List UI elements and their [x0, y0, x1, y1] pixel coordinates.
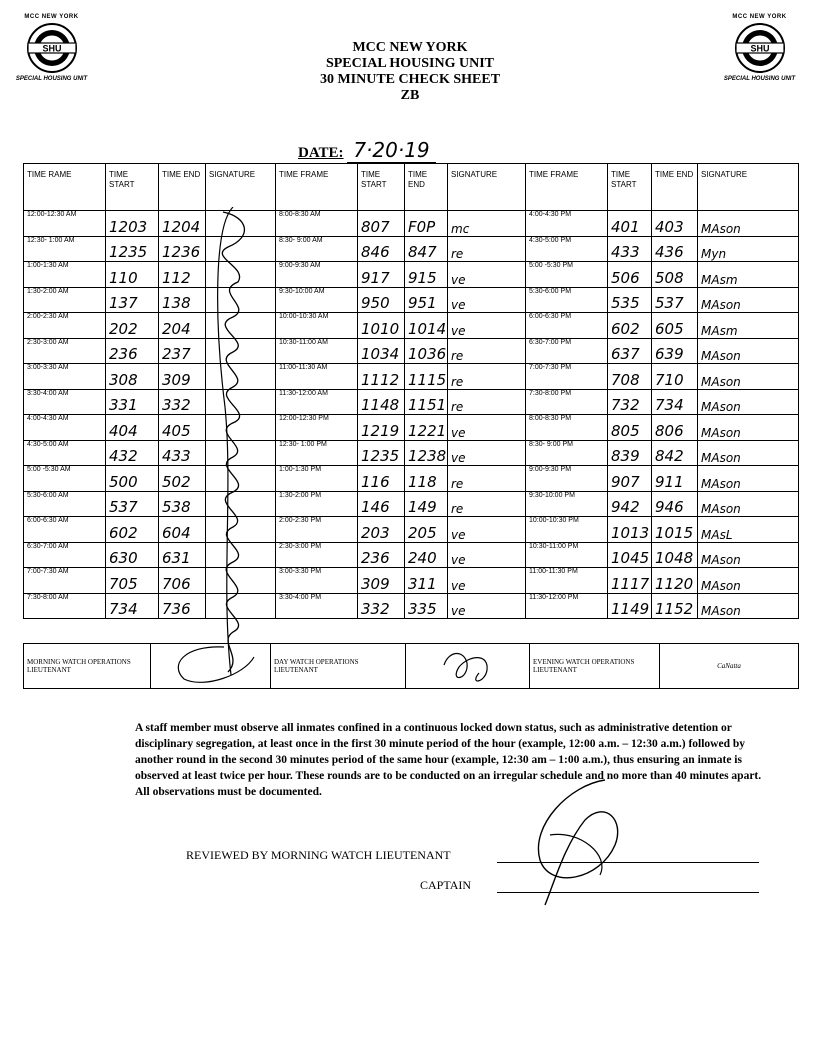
- signature-cell: MAsm: [698, 313, 799, 339]
- time-start-cell: 432: [106, 440, 159, 466]
- logo-bottom-text: SPECIAL HOUSING UNIT: [15, 76, 88, 82]
- time-start-cell: 807: [358, 211, 405, 237]
- time-end-cell: 706: [159, 568, 206, 594]
- time-frame-cell: 3:30-4:00 PM: [276, 593, 358, 619]
- header-line-3: 30 MINUTE CHECK SHEET: [319, 72, 501, 87]
- time-start-cell: 1112: [358, 364, 405, 390]
- time-frame-cell: 12:30- 1:00 PM: [276, 440, 358, 466]
- time-start-cell: 1149: [608, 593, 652, 619]
- time-end-cell: 1236: [159, 236, 206, 262]
- time-frame-cell: 5:00 -5:30 PM: [526, 262, 608, 288]
- time-start-cell: 535: [608, 287, 652, 313]
- time-frame-cell: 6:30-7:00 AM: [24, 542, 106, 568]
- time-end-cell: 915: [405, 262, 448, 288]
- time-start-cell: 602: [608, 313, 652, 339]
- time-start-cell: 202: [106, 313, 159, 339]
- signature-cell: MAson: [698, 466, 799, 492]
- table-row: [24, 491, 799, 517]
- signature-cell: re: [448, 236, 526, 262]
- time-end-cell: 205: [405, 517, 448, 543]
- time-end-cell: 538: [159, 491, 206, 517]
- time-start-cell: 309: [358, 568, 405, 594]
- col-header-end: TIME END: [405, 164, 448, 211]
- time-start-cell: 1203: [106, 211, 159, 237]
- time-end-cell: 1048: [652, 542, 698, 568]
- table-row: [24, 364, 799, 390]
- time-start-cell: 331: [106, 389, 159, 415]
- time-start-cell: 1013: [608, 517, 652, 543]
- col-header-end: TIME END: [159, 164, 206, 211]
- col-header-signature: SIGNATURE: [698, 164, 799, 211]
- signature-cell: [206, 364, 276, 390]
- time-end-cell: 605: [652, 313, 698, 339]
- time-start-cell: 236: [106, 338, 159, 364]
- table-row: [24, 517, 799, 543]
- time-end-cell: 204: [159, 313, 206, 339]
- time-start-cell: 1219: [358, 415, 405, 441]
- time-frame-cell: 1:30-2:00 PM: [276, 491, 358, 517]
- col-header-time-frame: TIME FRAME: [526, 164, 608, 211]
- col-header-start: TIME START: [358, 164, 405, 211]
- signature-cell: ve: [448, 542, 526, 568]
- time-end-cell: 951: [405, 287, 448, 313]
- time-frame-cell: 9:00-9:30 AM: [276, 262, 358, 288]
- time-end-cell: 502: [159, 466, 206, 492]
- signature-cell: [206, 389, 276, 415]
- col-header-time-frame: TIME RAME: [24, 164, 106, 211]
- time-frame-cell: 12:00-12:30 PM: [276, 415, 358, 441]
- time-start-cell: 637: [608, 338, 652, 364]
- signature-cell: [206, 440, 276, 466]
- time-end-cell: 1152: [652, 593, 698, 619]
- time-start-cell: 110: [106, 262, 159, 288]
- evening-lieutenant-label: EVENING WATCH OPERATIONS LIEUTENANT: [530, 644, 660, 689]
- time-end-cell: 1120: [652, 568, 698, 594]
- time-frame-cell: 4:30-5:00 AM: [24, 440, 106, 466]
- time-frame-cell: 2:30-3:00 AM: [24, 338, 106, 364]
- signature-cell: MAson: [698, 415, 799, 441]
- time-frame-cell: 12:30- 1:00 AM: [24, 236, 106, 262]
- time-frame-cell: 11:00-11:30 AM: [276, 364, 358, 390]
- time-end-cell: 1015: [652, 517, 698, 543]
- badge-icon: [26, 22, 78, 74]
- signature-cell: MAsL: [698, 517, 799, 543]
- time-frame-cell: 3:00-3:30 AM: [24, 364, 106, 390]
- time-end-cell: 537: [652, 287, 698, 313]
- time-end-cell: 335: [405, 593, 448, 619]
- time-start-cell: 1045: [608, 542, 652, 568]
- captain-signature-line: [497, 892, 759, 893]
- day-lieutenant-signature: [406, 644, 530, 689]
- table-row: [24, 593, 799, 619]
- table-row: [24, 415, 799, 441]
- time-end-cell: F0P: [405, 211, 448, 237]
- time-end-cell: 436: [652, 236, 698, 262]
- signature-cell: ve: [448, 440, 526, 466]
- time-end-cell: 405: [159, 415, 206, 441]
- time-end-cell: 237: [159, 338, 206, 364]
- time-start-cell: 404: [106, 415, 159, 441]
- time-start-cell: 401: [608, 211, 652, 237]
- signature-cell: ve: [448, 287, 526, 313]
- time-frame-cell: 11:30-12:00 PM: [526, 593, 608, 619]
- time-end-cell: 309: [159, 364, 206, 390]
- signature-cell: ve: [448, 415, 526, 441]
- check-sheet-table: [23, 163, 799, 619]
- time-end-cell: 842: [652, 440, 698, 466]
- time-frame-cell: 4:30-5:00 PM: [526, 236, 608, 262]
- logo-top-text: MCC NEW YORK: [732, 14, 787, 20]
- signature-cell: [206, 466, 276, 492]
- time-frame-cell: 9:00-9:30 PM: [526, 466, 608, 492]
- signature-cell: MAson: [698, 211, 799, 237]
- time-end-cell: 118: [405, 466, 448, 492]
- signature-cell: [206, 236, 276, 262]
- time-end-cell: 311: [405, 568, 448, 594]
- time-start-cell: 602: [106, 517, 159, 543]
- time-start-cell: 506: [608, 262, 652, 288]
- time-start-cell: 1235: [358, 440, 405, 466]
- logo-bottom-text: SPECIAL HOUSING UNIT: [723, 76, 796, 82]
- time-start-cell: 734: [106, 593, 159, 619]
- date-row: [298, 138, 436, 163]
- time-frame-cell: 3:30-4:00 AM: [24, 389, 106, 415]
- time-end-cell: 847: [405, 236, 448, 262]
- time-frame-cell: 10:00-10:30 PM: [526, 517, 608, 543]
- time-frame-cell: 1:00-1:30 PM: [276, 466, 358, 492]
- signature-cell: [206, 415, 276, 441]
- signature-cell: MAson: [698, 491, 799, 517]
- signature-cell: MAson: [698, 364, 799, 390]
- time-end-cell: 911: [652, 466, 698, 492]
- time-start-cell: 839: [608, 440, 652, 466]
- time-frame-cell: 1:00-1:30 AM: [24, 262, 106, 288]
- logo-badge-text: SHU: [41, 43, 62, 54]
- table-row: [24, 236, 799, 262]
- evening-lieutenant-signature: CaNatta: [660, 644, 799, 689]
- time-start-cell: 630: [106, 542, 159, 568]
- signature-cell: re: [448, 491, 526, 517]
- time-start-cell: 1148: [358, 389, 405, 415]
- header-line-1: MCC NEW YORK: [352, 40, 468, 55]
- morning-lieutenant-label: MORNING WATCH OPERATIONS LIEUTENANT: [24, 644, 151, 689]
- time-end-cell: 403: [652, 211, 698, 237]
- time-end-cell: 1036: [405, 338, 448, 364]
- col-header-end: TIME END: [652, 164, 698, 211]
- col-header-start: TIME START: [608, 164, 652, 211]
- time-end-cell: 1221: [405, 415, 448, 441]
- table-row: [24, 287, 799, 313]
- signature-cell: [206, 313, 276, 339]
- signature-scribble: [154, 645, 264, 685]
- signature-cell: mc: [448, 211, 526, 237]
- table-row: [24, 313, 799, 339]
- time-start-cell: 1034: [358, 338, 405, 364]
- signature-cell: MAson: [698, 338, 799, 364]
- time-frame-cell: 12:00-12:30 AM: [24, 211, 106, 237]
- time-frame-cell: 7:30-8:00 PM: [526, 389, 608, 415]
- table-row: [24, 262, 799, 288]
- signature-cell: [206, 287, 276, 313]
- time-frame-cell: 11:30-12:00 AM: [276, 389, 358, 415]
- time-end-cell: 433: [159, 440, 206, 466]
- signature-cell: [206, 262, 276, 288]
- reviewed-signature-line: [497, 862, 759, 863]
- time-frame-cell: 8:30- 9:00 PM: [526, 440, 608, 466]
- time-frame-cell: 11:00-11:30 PM: [526, 568, 608, 594]
- header-line-4: ZB: [400, 88, 420, 103]
- signature-cell: ve: [448, 517, 526, 543]
- signature-cell: MAson: [698, 440, 799, 466]
- time-frame-cell: 4:00-4:30 PM: [526, 211, 608, 237]
- col-header-signature: SIGNATURE: [448, 164, 526, 211]
- time-frame-cell: 6:00-6:30 PM: [526, 313, 608, 339]
- time-end-cell: 138: [159, 287, 206, 313]
- time-end-cell: 508: [652, 262, 698, 288]
- table-row: [24, 568, 799, 594]
- time-frame-cell: 5:00 -5:30 AM: [24, 466, 106, 492]
- time-end-cell: 1238: [405, 440, 448, 466]
- time-start-cell: 846: [358, 236, 405, 262]
- table-row: [24, 338, 799, 364]
- time-start-cell: 203: [358, 517, 405, 543]
- time-start-cell: 500: [106, 466, 159, 492]
- mcc-logo-right: [712, 14, 807, 82]
- signature-cell: [206, 568, 276, 594]
- logo-badge-text: SHU: [749, 43, 770, 54]
- lieutenant-row: [24, 644, 799, 689]
- signature-cell: MAson: [698, 287, 799, 313]
- time-frame-cell: 9:30-10:00 PM: [526, 491, 608, 517]
- col-header-start: TIME START: [106, 164, 159, 211]
- time-frame-cell: 7:30-8:00 AM: [24, 593, 106, 619]
- time-start-cell: 732: [608, 389, 652, 415]
- time-end-cell: 1115: [405, 364, 448, 390]
- signature-cell: MAson: [698, 568, 799, 594]
- day-lieutenant-label: DAY WATCH OPERATIONS LIEUTENANT: [271, 644, 406, 689]
- time-start-cell: 917: [358, 262, 405, 288]
- time-end-cell: 112: [159, 262, 206, 288]
- time-start-cell: 907: [608, 466, 652, 492]
- table-row: [24, 542, 799, 568]
- reviewed-by-label: REVIEWED BY MORNING WATCH LIEUTENANT: [186, 848, 451, 862]
- logo-top-text: MCC NEW YORK: [24, 14, 79, 20]
- time-frame-cell: 7:00-7:30 PM: [526, 364, 608, 390]
- signature-cell: ve: [448, 262, 526, 288]
- signature-cell: [206, 211, 276, 237]
- time-frame-cell: 2:00-2:30 PM: [276, 517, 358, 543]
- time-end-cell: 1014: [405, 313, 448, 339]
- time-start-cell: 433: [608, 236, 652, 262]
- table-row: [24, 440, 799, 466]
- signature-cell: re: [448, 338, 526, 364]
- time-end-cell: 736: [159, 593, 206, 619]
- time-end-cell: 631: [159, 542, 206, 568]
- time-frame-cell: 2:00-2:30 AM: [24, 313, 106, 339]
- date-value: 7·20·19: [347, 138, 435, 163]
- table-row: [24, 466, 799, 492]
- time-start-cell: 137: [106, 287, 159, 313]
- signature-cell: re: [448, 389, 526, 415]
- time-frame-cell: 10:00-10:30 AM: [276, 313, 358, 339]
- signature-cell: [206, 593, 276, 619]
- header-line-2: SPECIAL HOUSING UNIT: [325, 56, 495, 71]
- time-end-cell: 639: [652, 338, 698, 364]
- page-header: [250, 40, 570, 104]
- time-frame-cell: 1:30-2:00 AM: [24, 287, 106, 313]
- signature-cell: Myn: [698, 236, 799, 262]
- time-end-cell: 946: [652, 491, 698, 517]
- time-start-cell: 942: [608, 491, 652, 517]
- time-frame-cell: 8:00-8:30 AM: [276, 211, 358, 237]
- time-frame-cell: 6:00-6:30 AM: [24, 517, 106, 543]
- time-frame-cell: 10:30-11:00 AM: [276, 338, 358, 364]
- date-label: DATE:: [298, 145, 344, 161]
- signature-cell: [206, 338, 276, 364]
- time-end-cell: 806: [652, 415, 698, 441]
- time-frame-cell: 2:30-3:00 PM: [276, 542, 358, 568]
- time-start-cell: 332: [358, 593, 405, 619]
- time-frame-cell: 9:30-10:00 AM: [276, 287, 358, 313]
- time-start-cell: 805: [608, 415, 652, 441]
- col-header-time-frame: TIME FRAME: [276, 164, 358, 211]
- signature-cell: MAson: [698, 542, 799, 568]
- time-end-cell: 710: [652, 364, 698, 390]
- time-start-cell: 950: [358, 287, 405, 313]
- time-frame-cell: 6:30-7:00 PM: [526, 338, 608, 364]
- time-end-cell: 604: [159, 517, 206, 543]
- signature-cell: re: [448, 364, 526, 390]
- captain-label: CAPTAIN: [420, 878, 472, 892]
- table-row: [24, 389, 799, 415]
- time-frame-cell: 5:30-6:00 AM: [24, 491, 106, 517]
- time-end-cell: 240: [405, 542, 448, 568]
- time-end-cell: 1151: [405, 389, 448, 415]
- mcc-logo-left: [4, 14, 99, 82]
- lieutenant-signoff-table: [23, 643, 799, 689]
- time-frame-cell: 10:30-11:00 PM: [526, 542, 608, 568]
- table-header-row: [24, 164, 799, 211]
- time-start-cell: 146: [358, 491, 405, 517]
- signature-cell: ve: [448, 313, 526, 339]
- time-start-cell: 708: [608, 364, 652, 390]
- time-start-cell: 1117: [608, 568, 652, 594]
- signature-cell: MAson: [698, 389, 799, 415]
- time-start-cell: 236: [358, 542, 405, 568]
- time-frame-cell: 7:00-7:30 AM: [24, 568, 106, 594]
- signature-cell: MAson: [698, 593, 799, 619]
- time-end-cell: 1204: [159, 211, 206, 237]
- table-row: [24, 211, 799, 237]
- time-frame-cell: 5:30-6:00 PM: [526, 287, 608, 313]
- signature-cell: ve: [448, 593, 526, 619]
- time-start-cell: 308: [106, 364, 159, 390]
- morning-lieutenant-signature: [151, 644, 271, 689]
- signature-scribble: [409, 645, 524, 685]
- signature-cell: [206, 491, 276, 517]
- signature-cell: re: [448, 466, 526, 492]
- time-frame-cell: 8:30- 9:00 AM: [276, 236, 358, 262]
- time-frame-cell: 8:00-8:30 PM: [526, 415, 608, 441]
- signature-cell: MAsm: [698, 262, 799, 288]
- badge-icon: [734, 22, 786, 74]
- time-frame-cell: 3:00-3:30 PM: [276, 568, 358, 594]
- signature-cell: [206, 517, 276, 543]
- time-end-cell: 332: [159, 389, 206, 415]
- time-end-cell: 149: [405, 491, 448, 517]
- time-start-cell: 116: [358, 466, 405, 492]
- time-start-cell: 1010: [358, 313, 405, 339]
- signature-cell: [206, 542, 276, 568]
- time-frame-cell: 4:00-4:30 AM: [24, 415, 106, 441]
- col-header-signature: SIGNATURE: [206, 164, 276, 211]
- rule-paragraph: A staff member must observe all inmates confined in a continuous locked down status, such as administrative detention or disciplinary segregation, at least once in the first 30 minute period of the hour (example, 12:00 a.m. – 12:30 a.m.) followed by another round in the second 30 minutes period of the same hour (example, 12:30 am – 1:00 a.m.), thus ensuring an inmate is observed at least twice per hour. These rounds are to be conducted on an irregular schedule and no more than 40 minutes apart. All observations must be documented.: [135, 722, 762, 798]
- time-end-cell: 734: [652, 389, 698, 415]
- time-start-cell: 705: [106, 568, 159, 594]
- signature-cell: ve: [448, 568, 526, 594]
- time-start-cell: 1235: [106, 236, 159, 262]
- time-start-cell: 537: [106, 491, 159, 517]
